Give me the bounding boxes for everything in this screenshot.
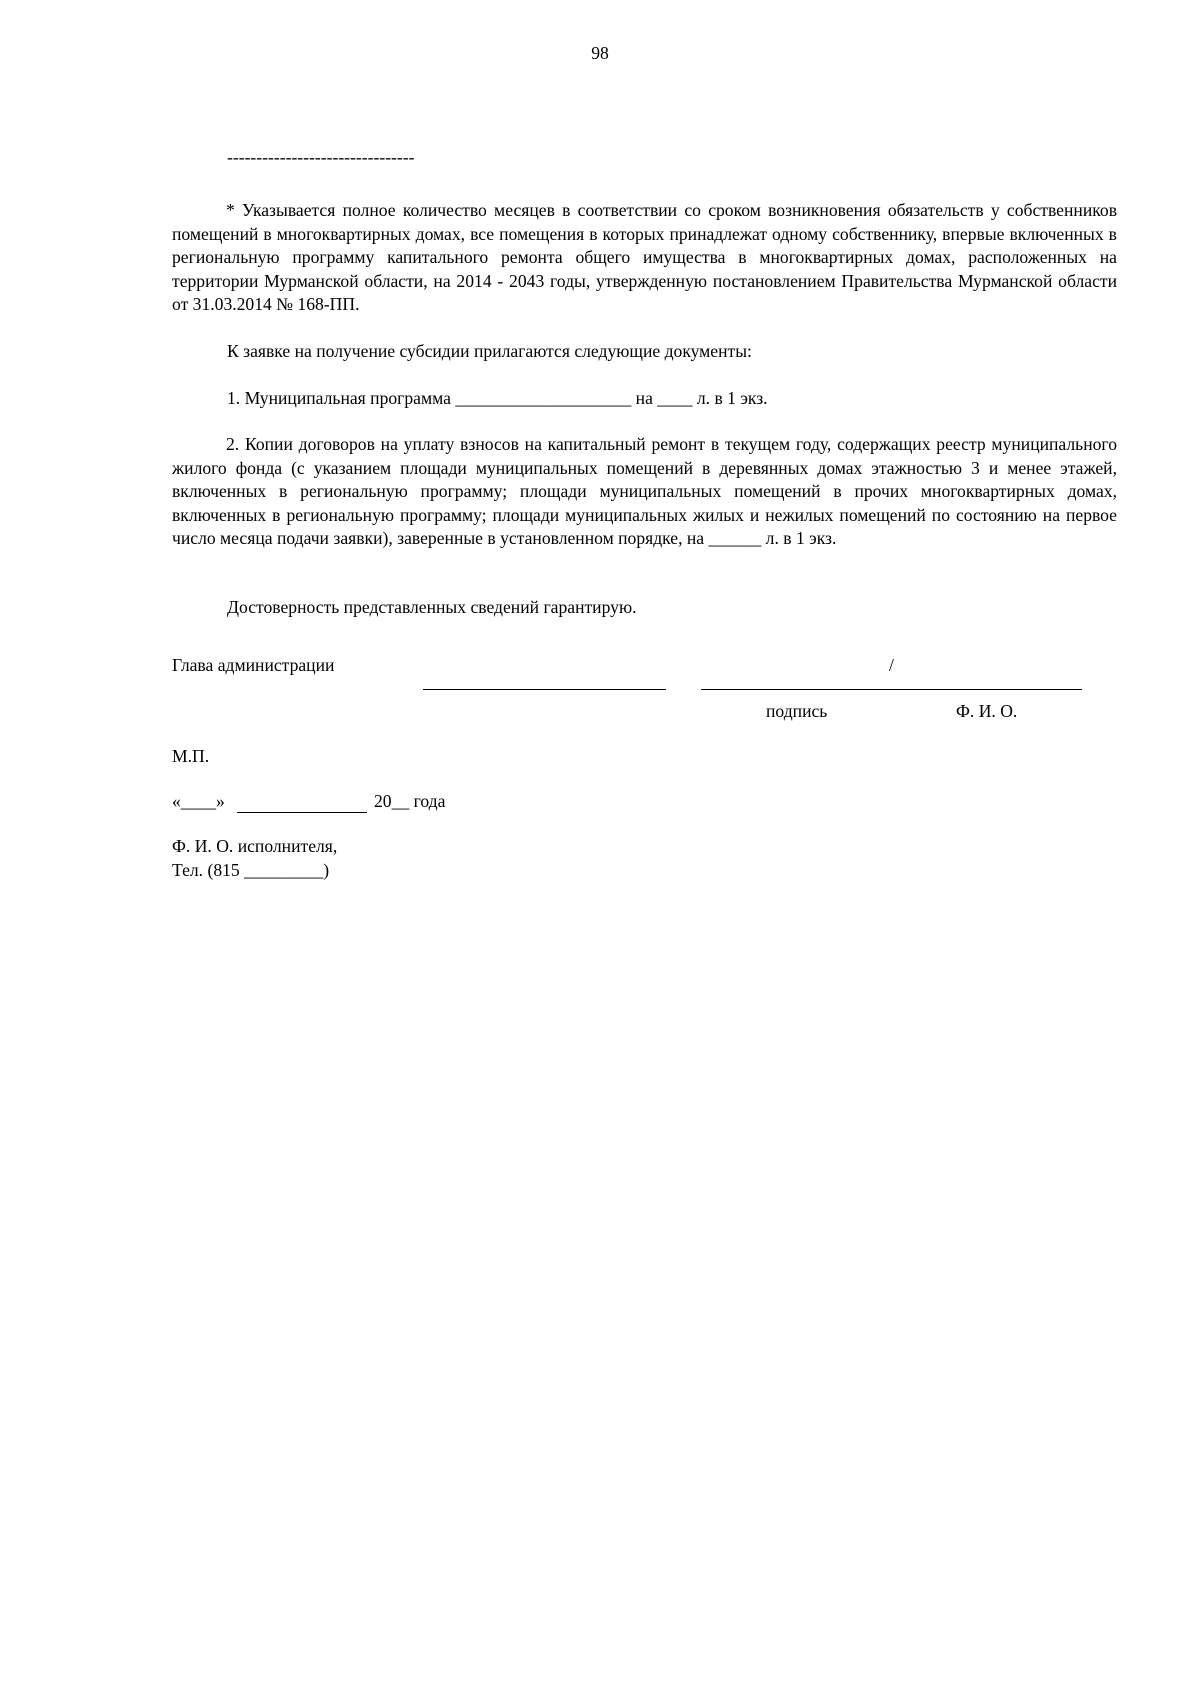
date-close-quote: »: [215, 791, 225, 811]
date-line: [172, 790, 225, 814]
name-caption: Ф. И. О.: [956, 701, 1018, 721]
footnote-separator: --------------------------------: [227, 147, 415, 167]
date-day-blank: ____: [180, 791, 216, 811]
date-suffix: года: [413, 791, 446, 811]
footnote-text: * Указывается полное количество месяцев в соответствии со сроком возникновения обязательств у собственников помещений в многоквартирных домах, все помещения в которых принадлежат одному собственнику, впервые включенных в региональную программу капитального ремонта общего имущества в многоквартирных домах, расположенных на территории Мурманской области, на 2014 - 2043 годы, утвержденную постановлением Правительства Мурманской области от 31.03.2014 № 168-ПП.: [172, 200, 1117, 314]
date-year-prefix: 20: [374, 791, 392, 811]
date-month-line: [237, 812, 367, 813]
executor-label: Ф. И. О. исполнителя,: [172, 836, 338, 856]
attachment-item-2: 2. Копии договоров на уплату взносов на капитальный ремонт в текущем году, содержащих реестр муниципального жилого фонда (с указанием площади муниципальных помещений в деревянных домах этажностью 3 и менее этажей, включенных в региональную программу; площади муниципальных помещений в прочих многоквартирных домах, включенных в региональную программу; площади муниципальных жилых и нежилых помещений по состоянию на первое число месяца подачи заявки), заверенные в установленном порядке, на ______ л. в 1 экз.: [172, 434, 1117, 548]
name-line: [701, 689, 1082, 690]
attachment-item-1: 1. Муниципальная программа ____________________ на ____ л. в 1 экз.: [227, 388, 768, 408]
signature-slash: /: [889, 655, 894, 675]
date-year-blank: __: [391, 791, 410, 811]
date-open-quote: «: [172, 791, 181, 811]
guarantee-statement: Достоверность представленных сведений гарантирую.: [227, 597, 637, 617]
signature-caption: подпись: [766, 701, 828, 721]
attachments-intro: К заявке на получение субсидии прилагаются следующие документы:: [227, 341, 752, 361]
signature-line: [423, 689, 666, 690]
date-year: [374, 790, 445, 814]
head-of-administration-label: Глава администрации: [172, 655, 335, 675]
seal-placeholder: М.П.: [172, 746, 210, 766]
page-number: 98: [591, 43, 609, 63]
executor-phone: Тел. (815 _________): [172, 860, 330, 880]
